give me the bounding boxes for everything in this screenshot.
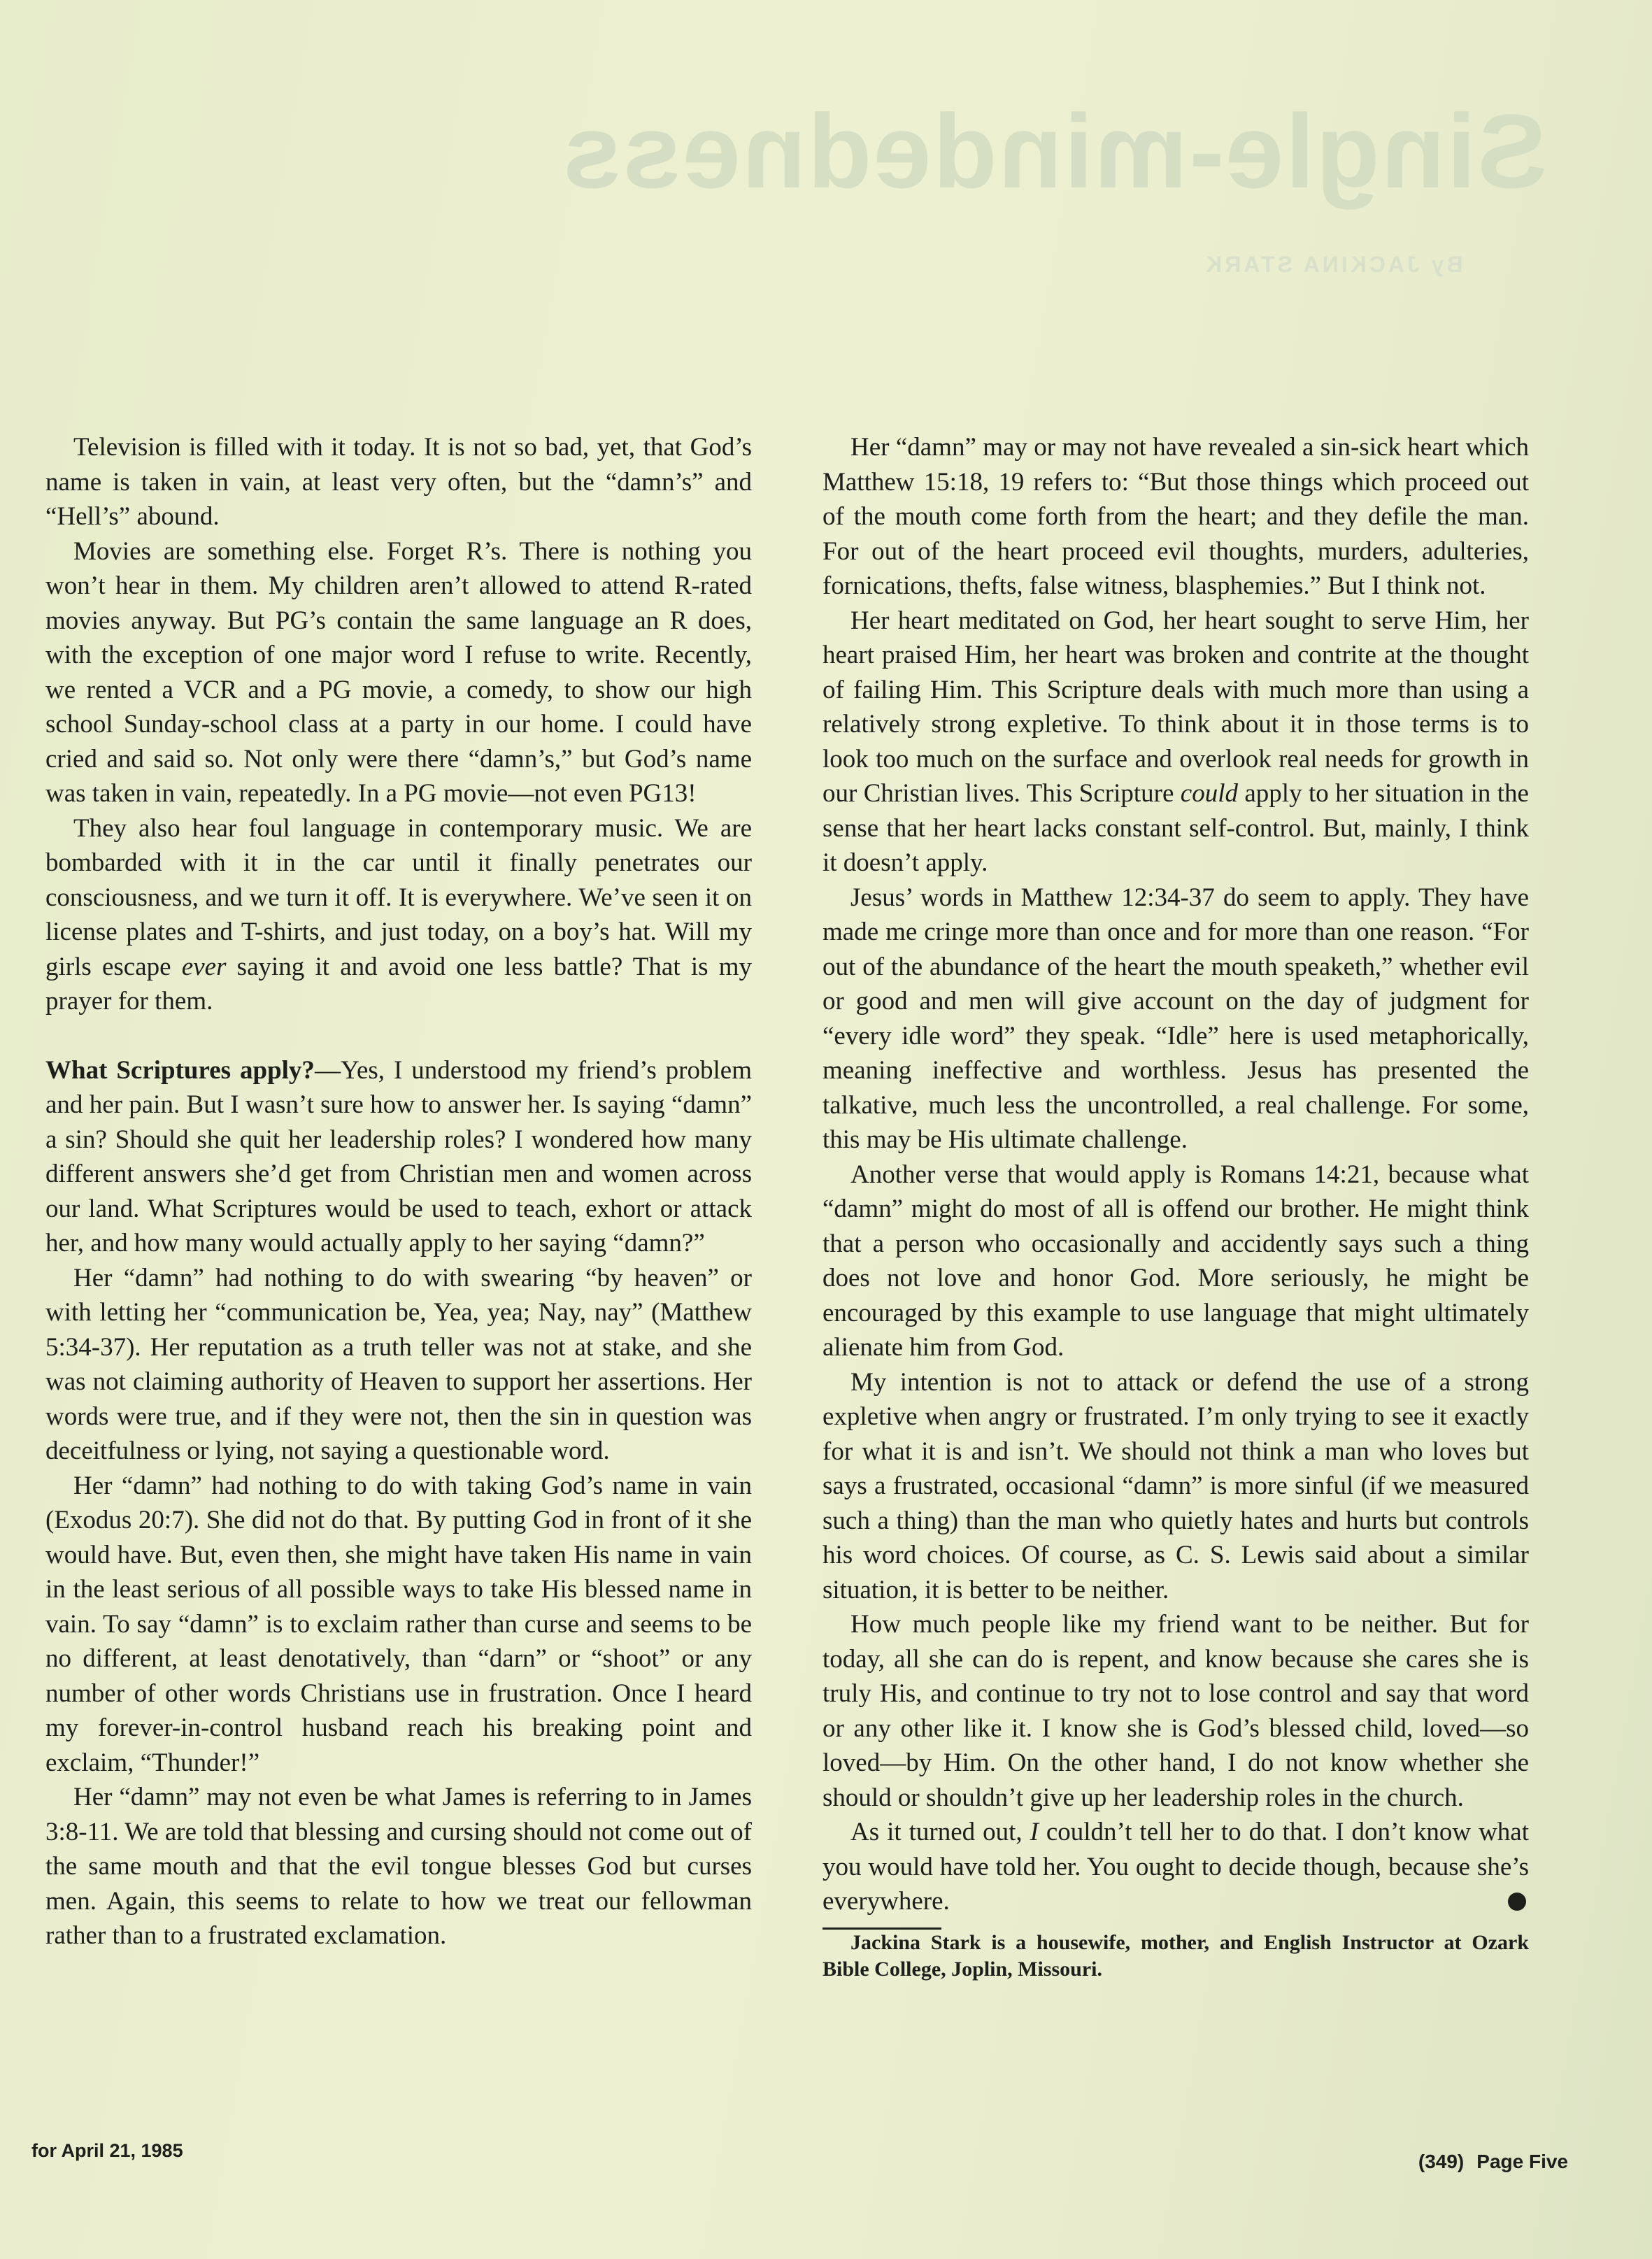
paragraph xyxy=(45,534,752,811)
paragraph-text: saying it and avoid one less battle? That is my prayer for them. xyxy=(45,952,752,1016)
paragraph xyxy=(823,604,1529,881)
paragraph: Her “damn” had nothing to do with taking God’s name in vain (Exodus 20:7). She did not do that. By putting God in front of it she would have. But, even then, she might have taken His name in vain in the least serious of all possible ways to take His blessed name in vain. To say “damn” is to exclaim rather than curse and seems to be no different, at least denotatively, than “darn” or “shoot” or any number of other words Christians use in frustration. Once I heard my forever-in-control husband reach his breaking point and exclaim, “Thunder!” xyxy=(45,1471,752,1777)
author-bio: Jackina Stark is a housewife, mother, and English Instructor at Ozark Bible College, Joplin, Missouri. xyxy=(823,1930,1529,1981)
paragraph xyxy=(45,811,752,1019)
paragraph: Another verse that would apply is Romans 14:21, because what “damn” might do most of all is offend our brother. He might think that a person who occasionally and accidently says such a thing does not love and honor God. More seriously, he might be encouraged by this example to use language that might ultimately alienate him from God. xyxy=(823,1160,1529,1362)
page-number: (349) xyxy=(1418,2151,1465,2172)
left-column xyxy=(45,430,752,1953)
emphasis-text: could xyxy=(1180,779,1238,808)
subheading: What Scriptures apply? xyxy=(45,1055,315,1085)
paragraph xyxy=(823,1815,1529,1919)
page-label: Page Five xyxy=(1476,2151,1568,2172)
paragraph-text: Her heart meditated on God, her heart sought to serve Him, her heart praised Him, her heart was broken and contrite at the thought of failing Him. This Scripture deals with much more than using a relatively strong expletive. To think about it in those terms is to look too much on the surface and overlook real needs for growth in our Christian lives. This Scripture xyxy=(823,606,1529,808)
emphasis-text: ever xyxy=(181,952,227,981)
emphasis-text: I xyxy=(1030,1818,1039,1846)
end-of-article-bullet-icon xyxy=(1508,1893,1526,1911)
paragraph: Her “damn” may or may not have revealed a sin-sick heart which Matthew 15:18, 19 refers to: “But those things which proceed out of the mouth come forth from the heart; and they defile the man. For out of the heart proceed evil thoughts, murders, adulteries, fornications, thefts, false witness, blasphemies.” But I think not. xyxy=(823,433,1529,600)
bleed-through-byline: By JACKINA STARK xyxy=(1203,252,1463,277)
paragraph-text: apply to her situation in the sense that her heart lacks constant self-control. But, mainly, I think it doesn’t apply. xyxy=(823,779,1529,877)
paragraph: Television is filled with it today. It is not so bad, yet, that God’s name is taken in vain, at least very often, but the “damn’s” and “Hell’s” abound. xyxy=(45,433,752,531)
paragraph-text: —Yes, I understood my friend’s problem and her pain. But I wasn’t sure how to answer her. Is saying “damn” a sin? Should she quit her leadership roles? I wondered how many different answers she’d get from Christian men and women across our land. What Scriptures would be used to teach, exhort or attack her, and how many would actually apply to her saying “damn?” xyxy=(45,1055,752,1257)
paragraph-text: As it turned out, xyxy=(850,1818,1030,1846)
paragraph-text: They also hear foul language in contemporary music. We are bombarded with it in the car until it finally penetrates our consciousness, and we turn it off. It is everywhere. We’ve seen it on license plates and T-shirts, and just today, on a boy’s hat. Will my girls escape xyxy=(45,813,752,981)
paragraph: My intention is not to attack or defend the use of a strong expletive when angry or frustrated. I’m only trying to see it exactly for what it is and isn’t. We should not think a man who loves but says a frustrated, occasional “damn” is more sinful (if we measured such a thing) than the man who quietly hates and hurts but controls his word choices. Of course, as C. S. Lewis said about a similar situation, it is better to be neither. xyxy=(823,1367,1529,1604)
page-footer xyxy=(1418,2151,1568,2173)
paragraph: Jesus’ words in Matthew 12:34-37 do seem to apply. They have made me cringe more than once and for more than one reason. “For out of the abundance of the heart the mouth speaketh,” whether evil or good and men will give account on the day of judgment for “every idle word” they speak. “Idle” here is used metaphorically, meaning ineffective and worthless. Jesus has presented the talkative, much less the uncontrolled, a real challenge. For some, this may be His ultimate challenge. xyxy=(823,883,1529,1154)
right-column xyxy=(823,430,1529,1983)
issue-date: for April 21, 1985 xyxy=(31,2140,183,2161)
paragraph: Her “damn” may not even be what James is referring to in James 3:8-11. We are told that blessing and cursing should not come out of the same mouth and that the evil tongue blesses God but curses men. Again, this seems to relate to how we treat our fellowman rather than to a frustrated exclamation. xyxy=(45,1783,752,1950)
paragraph-text: Movies are something else. Forget R’s. There is nothing you won’t hear in them. My children aren’t allowed to attend R-rated movies anyway. But PG’s contain the same language an R does, with the exception of one major word I refuse to write. Recently, we rented a VCR and a PG movie, a comedy, to show our high school Sunday-school class at a party in our home. I could have cried and said so. Not only were there “damn’s,” but God’s name was taken in vain, repeatedly. In a PG movie—not even PG13! xyxy=(45,536,752,808)
paragraph-text: couldn’t tell her to do that. I don’t know what you would have told her. You ought to decide though, because she’s everywhere. xyxy=(823,1818,1529,1916)
paragraph xyxy=(45,1053,752,1261)
paragraph: Her “damn” had nothing to do with swearing “by heaven” or with letting her “communication be, Yea, yea; Nay, nay” (Matthew 5:34-37). Her reputation as a truth teller was not at stake, and she was not claiming authority of Heaven to support her assertions. Her words were true, and if they were not, then the sin in question was deceitfulness or lying, not saying a questionable word. xyxy=(45,1263,752,1465)
bleed-through-title: Single-mindedness xyxy=(561,92,1547,210)
paragraph: How much people like my friend want to be neither. But for today, all she can do is repent, and know because she cares she is truly His, and continue to try not to lose control and say that word or any other like it. I know she is God’s blessed child, loved—so loved—by Him. On the other hand, I do not know whether she should or shouldn’t give up her leadership roles in the church. xyxy=(823,1610,1529,1812)
